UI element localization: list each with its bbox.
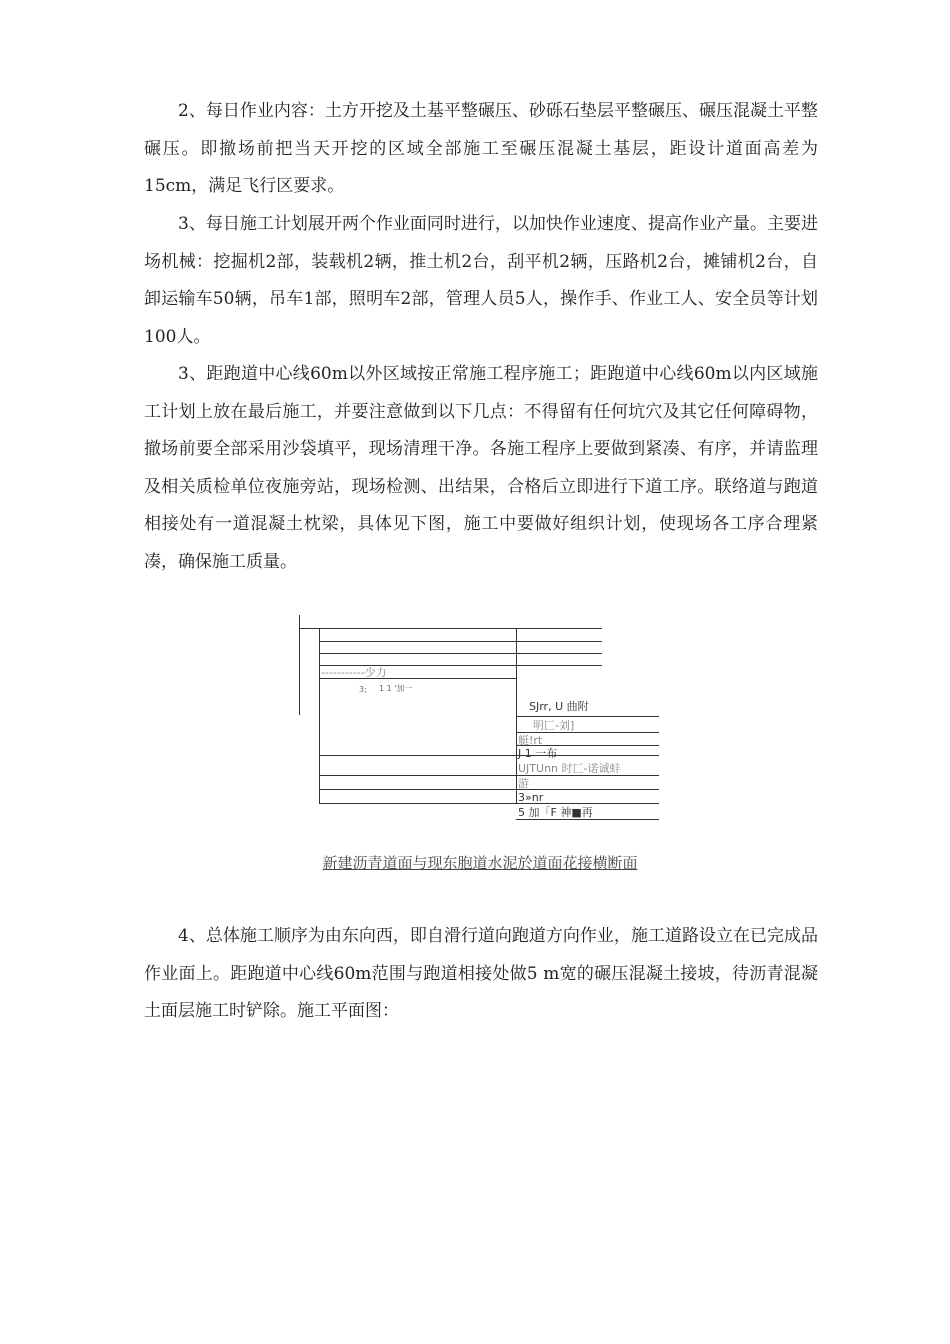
- figure-line: [516, 716, 659, 717]
- figure-line: [319, 628, 320, 803]
- figure-line: [319, 775, 659, 776]
- paragraph-runway-zone: 3、距跑道中心线60m以外区域按正常施工程序施工；距跑道中心线60m以内区域施工计划上放在最后施工，并要注意做到以下几点：不得留有任何坑穴及其它任何障碍物，撤场前要全部采用沙袋填平，现场清理干净。各施工程序上要做到紧凑、有序，并请监理及相关质检单位夜施旁站，现场检测、出结果，合格后立即进行下道工序。联络道与跑道相接处有一道混凝土枕梁，具体见下图，施工中要做好组织计划，使现场各工序合理紧凑，确保施工质量。: [144, 364, 818, 572]
- cross-section-figure: [297, 615, 663, 820]
- figure-label: 1 1 '加一: [379, 684, 413, 693]
- figure-line: [516, 732, 659, 733]
- figure-line: [516, 819, 659, 820]
- figure-label: 3;: [359, 685, 367, 694]
- figure-line: [299, 615, 300, 715]
- figure-label: SJrr, U 曲附: [529, 700, 589, 713]
- figure-line: [319, 789, 659, 790]
- figure-line: [299, 628, 602, 629]
- figure-label: -----------少力: [321, 666, 387, 679]
- figure-label: 游: [518, 777, 529, 790]
- figure-line: [319, 641, 602, 642]
- figure-line: [319, 653, 602, 654]
- figure-line: [319, 755, 659, 756]
- paragraph-construction-order: 4、总体施工顺序为由东向西，即自滑行道向跑道方向作业，施工道路设立在已完成品作业面上。距跑道中心线60m范围与跑道相接处做5 m宽的碾压混凝土接坡，待沥青混凝土面层施工时铲除。施工平面图：: [144, 926, 818, 1021]
- paragraph-daily-work: 2、每日作业内容：土方开挖及土基平整碾压、砂砾石垫层平整碾压、碾压混凝土平整碾压。即撤场前把当天开挖的区域全部施工至碾压混凝土基层，距设计道面高差为15cm，满足飞行区要求。: [144, 101, 818, 196]
- figure-label: UJTUnn 时匚-诺诚蚌: [518, 762, 621, 775]
- figure-line: [319, 803, 659, 804]
- figure-caption: 新建沥青道面与现东胞道水泥於道面花接横断面: [322, 854, 638, 872]
- figure-label: 3»nr: [518, 791, 544, 804]
- figure-label: 明匚-刘]: [533, 719, 575, 732]
- figure-label: J 1 一布: [518, 747, 558, 760]
- paragraph-daily-plan: 3、每日施工计划展开两个作业面同时进行，以加快作业速度、提高作业产量。主要进场机械：挖掘机2部，装载机2辆，推土机2台，刮平机2辆，压路机2台，摊铺机2台，自卸运输车50辆，吊车1部，照明车2部，管理人员5人，操作手、作业工人、安全员等计划100人。: [144, 214, 818, 347]
- figure-label: 艇!rt: [518, 734, 543, 747]
- figure-label: 5 加「F 神■再: [518, 806, 593, 819]
